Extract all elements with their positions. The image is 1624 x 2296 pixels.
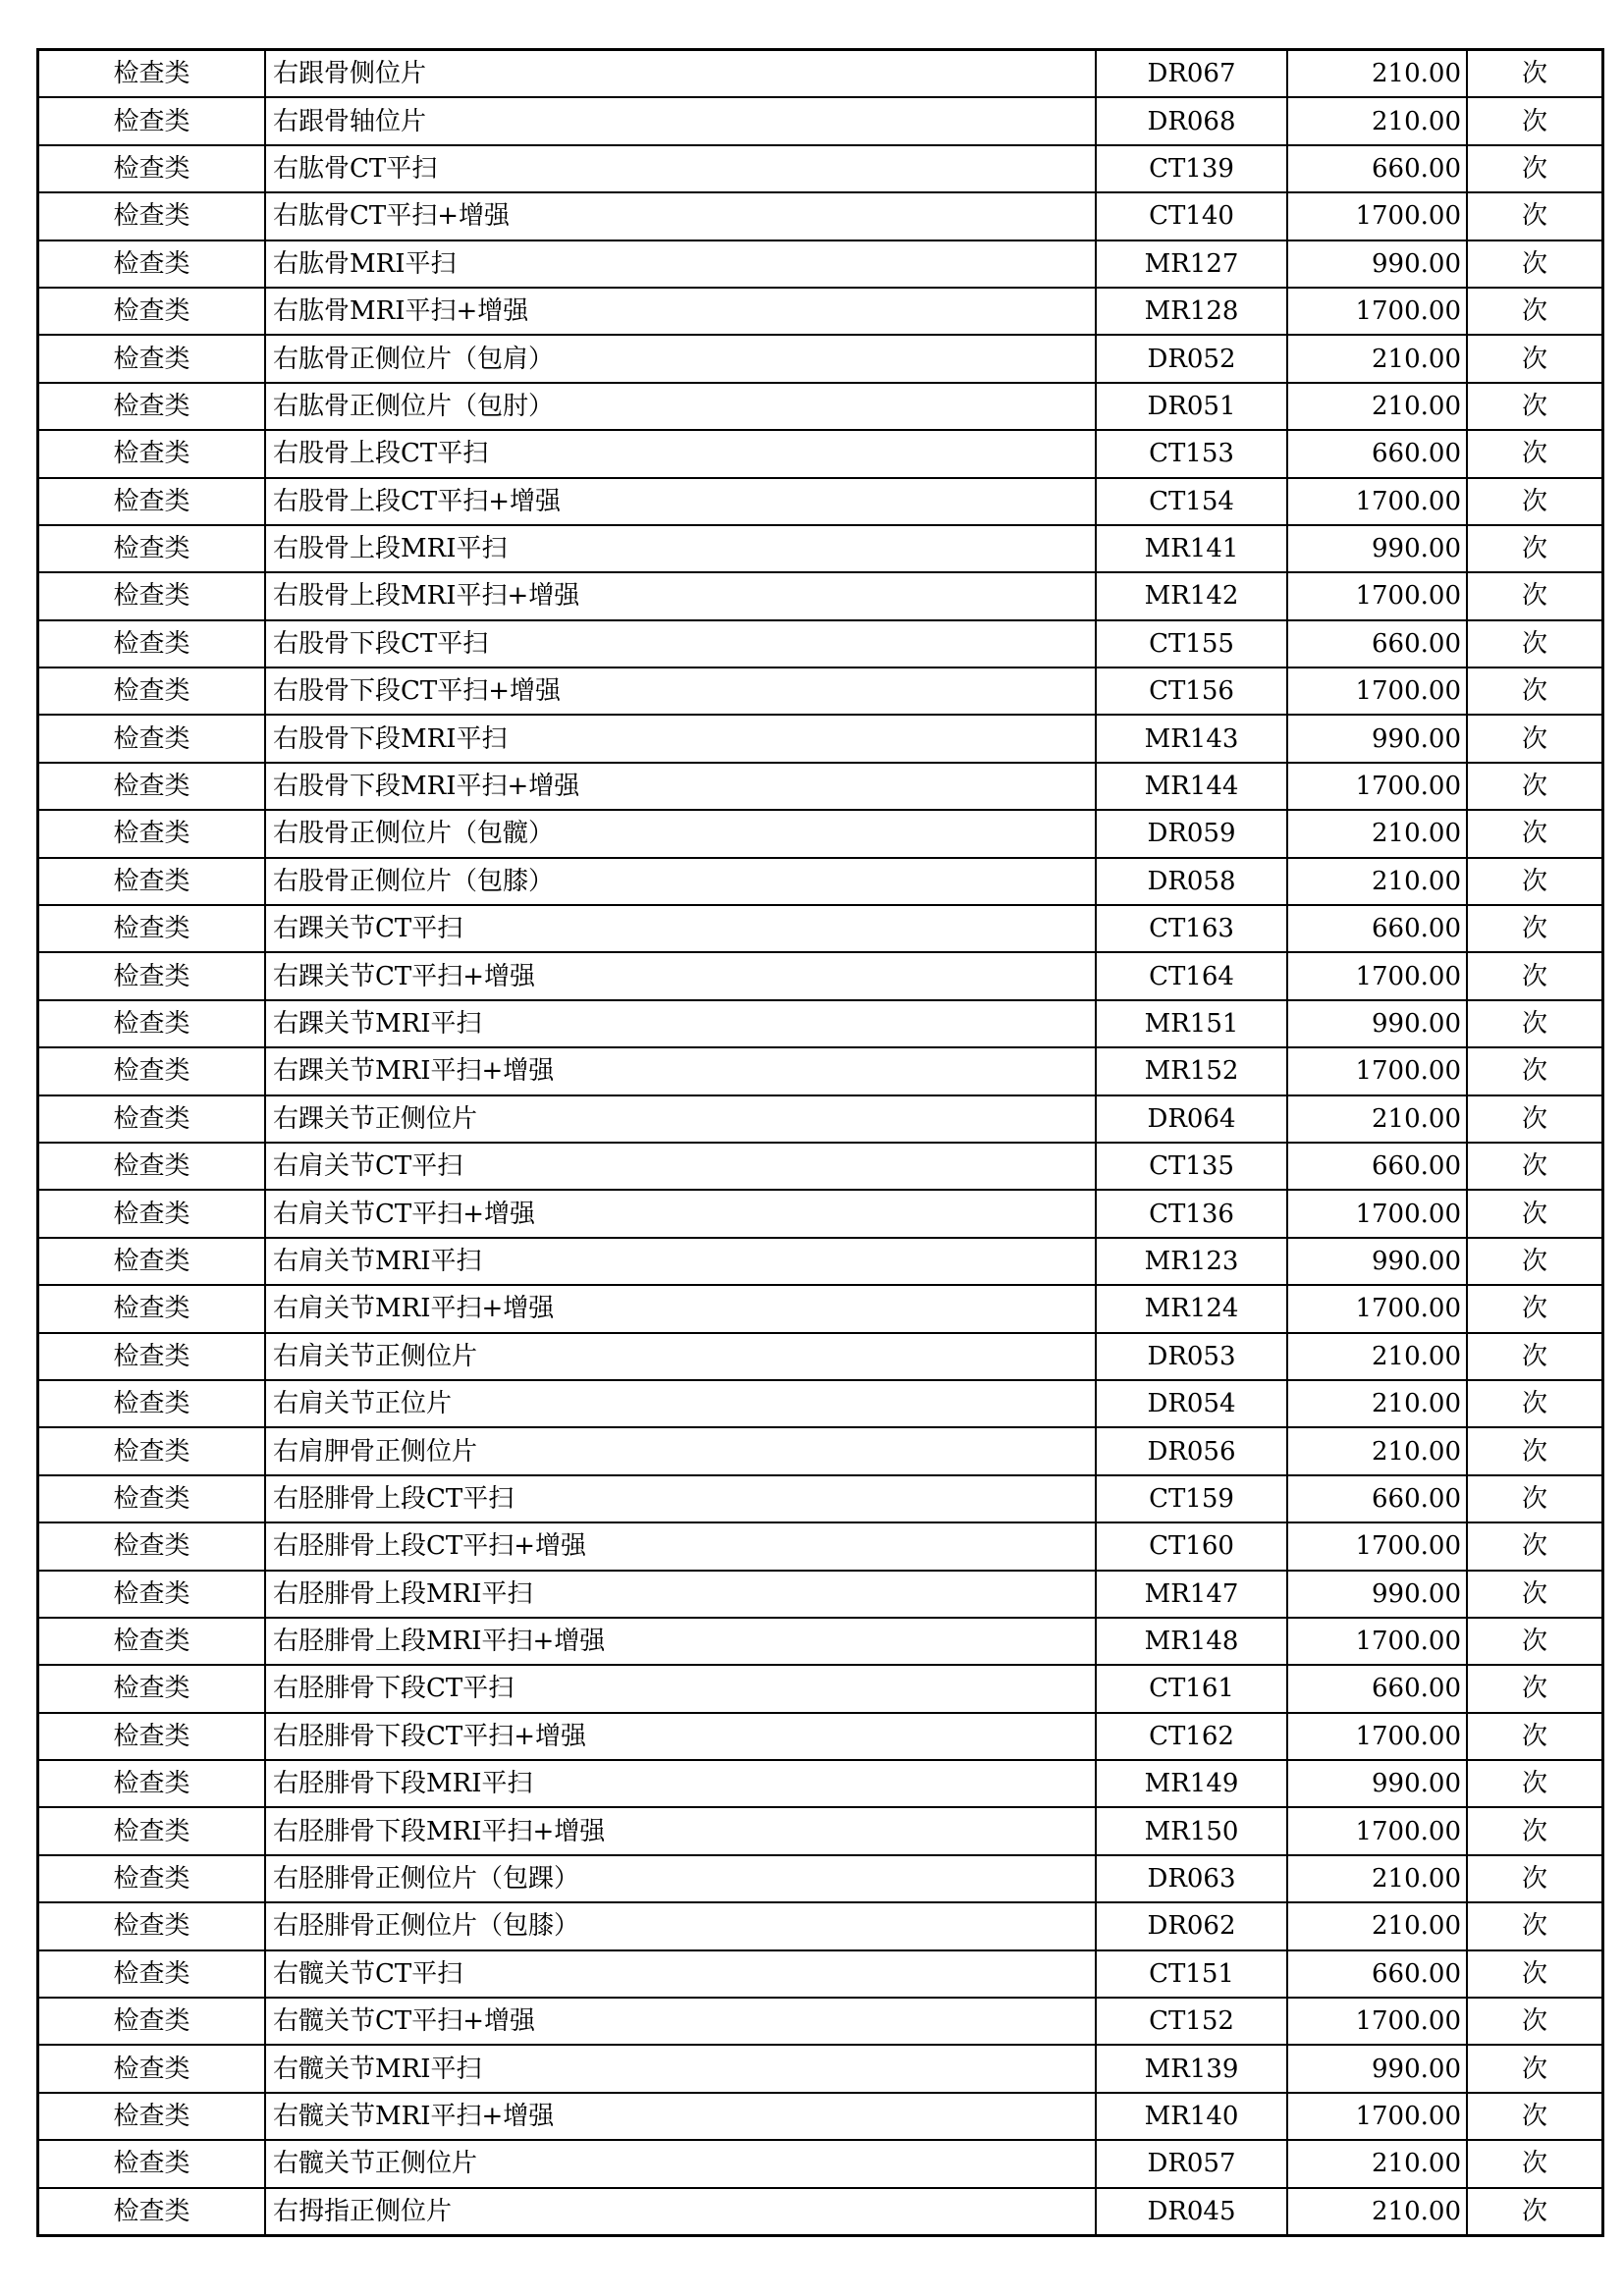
category-cell: 检查类 xyxy=(38,905,266,952)
item-code-cell: DR058 xyxy=(1096,858,1287,905)
item-code-cell: CT155 xyxy=(1096,620,1287,667)
unit-cell: 次 xyxy=(1467,1190,1603,1237)
price-cell: 990.00 xyxy=(1287,1000,1467,1047)
category-cell: 检查类 xyxy=(38,1047,266,1095)
item-name-cell: 右股骨上段MRI平扫 xyxy=(265,525,1096,572)
category-cell: 检查类 xyxy=(38,1285,266,1332)
category-cell: 检查类 xyxy=(38,1665,266,1712)
price-cell: 210.00 xyxy=(1287,97,1467,144)
item-name-cell: 右肩关节MRI平扫 xyxy=(265,1238,1096,1285)
price-cell: 1700.00 xyxy=(1287,1285,1467,1332)
table-row xyxy=(38,1855,1603,1902)
table-row xyxy=(38,430,1603,477)
item-code-cell: DR054 xyxy=(1096,1380,1287,1427)
unit-cell: 次 xyxy=(1467,1143,1603,1190)
item-code-cell: CT161 xyxy=(1096,1665,1287,1712)
item-code-cell: CT160 xyxy=(1096,1522,1287,1570)
table-row xyxy=(38,288,1603,335)
category-cell: 检查类 xyxy=(38,1190,266,1237)
price-cell: 990.00 xyxy=(1287,240,1467,288)
unit-cell: 次 xyxy=(1467,478,1603,525)
item-code-cell: MR124 xyxy=(1096,1285,1287,1332)
price-cell: 990.00 xyxy=(1287,1571,1467,1618)
item-code-cell: MR123 xyxy=(1096,1238,1287,1285)
table-row xyxy=(38,1807,1603,1854)
table-row xyxy=(38,2188,1603,2236)
category-cell: 检查类 xyxy=(38,952,266,999)
table-row xyxy=(38,763,1603,810)
category-cell: 检查类 xyxy=(38,288,266,335)
table-row xyxy=(38,1902,1603,1949)
item-name-cell: 右踝关节MRI平扫 xyxy=(265,1000,1096,1047)
table-row xyxy=(38,97,1603,144)
category-cell: 检查类 xyxy=(38,1855,266,1902)
item-code-cell: CT159 xyxy=(1096,1475,1287,1522)
table-row xyxy=(38,667,1603,715)
table-row xyxy=(38,1333,1603,1380)
table-row xyxy=(38,952,1603,999)
item-name-cell: 右拇指正侧位片 xyxy=(265,2188,1096,2236)
item-name-cell: 右髋关节CT平扫+增强 xyxy=(265,1998,1096,2045)
item-code-cell: DR067 xyxy=(1096,50,1287,98)
price-cell: 990.00 xyxy=(1287,1760,1467,1807)
price-cell: 210.00 xyxy=(1287,2140,1467,2187)
price-cell: 660.00 xyxy=(1287,620,1467,667)
item-name-cell: 右胫腓骨上段MRI平扫+增强 xyxy=(265,1618,1096,1665)
item-name-cell: 右踝关节CT平扫+增强 xyxy=(265,952,1096,999)
item-code-cell: DR057 xyxy=(1096,2140,1287,2187)
table-row xyxy=(38,2093,1603,2140)
unit-cell: 次 xyxy=(1467,905,1603,952)
item-name-cell: 右肱骨正侧位片（包肘） xyxy=(265,383,1096,430)
unit-cell: 次 xyxy=(1467,1522,1603,1570)
category-cell: 检查类 xyxy=(38,1950,266,1998)
item-code-cell: DR062 xyxy=(1096,1902,1287,1949)
item-name-cell: 右胫腓骨正侧位片（包踝） xyxy=(265,1855,1096,1902)
table-row xyxy=(38,1475,1603,1522)
item-code-cell: DR059 xyxy=(1096,810,1287,857)
item-name-cell: 右肩关节正位片 xyxy=(265,1380,1096,1427)
unit-cell: 次 xyxy=(1467,1571,1603,1618)
unit-cell: 次 xyxy=(1467,715,1603,762)
item-name-cell: 右胫腓骨下段CT平扫+增强 xyxy=(265,1713,1096,1760)
unit-cell: 次 xyxy=(1467,763,1603,810)
price-cell: 1700.00 xyxy=(1287,192,1467,240)
category-cell: 检查类 xyxy=(38,1760,266,1807)
item-code-cell: MR148 xyxy=(1096,1618,1287,1665)
item-code-cell: CT153 xyxy=(1096,430,1287,477)
item-code-cell: MR141 xyxy=(1096,525,1287,572)
category-cell: 检查类 xyxy=(38,1807,266,1854)
table-row xyxy=(38,1190,1603,1237)
category-cell: 检查类 xyxy=(38,335,266,382)
price-cell: 210.00 xyxy=(1287,383,1467,430)
unit-cell: 次 xyxy=(1467,145,1603,192)
fee-table-body xyxy=(38,50,1603,2236)
item-code-cell: CT139 xyxy=(1096,145,1287,192)
unit-cell: 次 xyxy=(1467,1333,1603,1380)
item-code-cell: DR045 xyxy=(1096,2188,1287,2236)
price-cell: 210.00 xyxy=(1287,335,1467,382)
price-cell: 990.00 xyxy=(1287,1238,1467,1285)
category-cell: 检查类 xyxy=(38,1427,266,1474)
unit-cell: 次 xyxy=(1467,2093,1603,2140)
table-row xyxy=(38,2140,1603,2187)
item-code-cell: CT140 xyxy=(1096,192,1287,240)
item-name-cell: 右肩关节正侧位片 xyxy=(265,1333,1096,1380)
category-cell: 检查类 xyxy=(38,1143,266,1190)
item-code-cell: MR147 xyxy=(1096,1571,1287,1618)
price-cell: 210.00 xyxy=(1287,1333,1467,1380)
item-code-cell: CT154 xyxy=(1096,478,1287,525)
category-cell: 检查类 xyxy=(38,1238,266,1285)
unit-cell: 次 xyxy=(1467,2188,1603,2236)
table-row xyxy=(38,1760,1603,1807)
table-row xyxy=(38,1047,1603,1095)
item-name-cell: 右踝关节CT平扫 xyxy=(265,905,1096,952)
price-cell: 990.00 xyxy=(1287,525,1467,572)
item-code-cell: MR128 xyxy=(1096,288,1287,335)
price-cell: 1700.00 xyxy=(1287,2093,1467,2140)
item-name-cell: 右髋关节MRI平扫 xyxy=(265,2045,1096,2092)
item-name-cell: 右肱骨MRI平扫+增强 xyxy=(265,288,1096,335)
category-cell: 检查类 xyxy=(38,1618,266,1665)
item-code-cell: DR063 xyxy=(1096,1855,1287,1902)
item-name-cell: 右肩胛骨正侧位片 xyxy=(265,1427,1096,1474)
item-name-cell: 右股骨上段CT平扫 xyxy=(265,430,1096,477)
category-cell: 检查类 xyxy=(38,2140,266,2187)
item-code-cell: DR068 xyxy=(1096,97,1287,144)
item-code-cell: CT135 xyxy=(1096,1143,1287,1190)
category-cell: 检查类 xyxy=(38,1522,266,1570)
unit-cell: 次 xyxy=(1467,572,1603,619)
category-cell: 检查类 xyxy=(38,50,266,98)
unit-cell: 次 xyxy=(1467,1285,1603,1332)
table-row xyxy=(38,905,1603,952)
item-code-cell: DR064 xyxy=(1096,1095,1287,1143)
category-cell: 检查类 xyxy=(38,192,266,240)
item-name-cell: 右肱骨CT平扫 xyxy=(265,145,1096,192)
category-cell: 检查类 xyxy=(38,715,266,762)
category-cell: 检查类 xyxy=(38,858,266,905)
item-name-cell: 右肩关节MRI平扫+增强 xyxy=(265,1285,1096,1332)
table-row xyxy=(38,525,1603,572)
table-row xyxy=(38,335,1603,382)
unit-cell: 次 xyxy=(1467,1000,1603,1047)
category-cell: 检查类 xyxy=(38,1713,266,1760)
unit-cell: 次 xyxy=(1467,97,1603,144)
table-row xyxy=(38,192,1603,240)
table-row xyxy=(38,145,1603,192)
price-cell: 1700.00 xyxy=(1287,288,1467,335)
price-cell: 210.00 xyxy=(1287,1902,1467,1949)
table-row xyxy=(38,1000,1603,1047)
item-code-cell: CT164 xyxy=(1096,952,1287,999)
unit-cell: 次 xyxy=(1467,50,1603,98)
unit-cell: 次 xyxy=(1467,2140,1603,2187)
item-name-cell: 右股骨下段MRI平扫+增强 xyxy=(265,763,1096,810)
item-code-cell: CT136 xyxy=(1096,1190,1287,1237)
price-cell: 210.00 xyxy=(1287,1427,1467,1474)
item-code-cell: DR056 xyxy=(1096,1427,1287,1474)
unit-cell: 次 xyxy=(1467,335,1603,382)
price-cell: 1700.00 xyxy=(1287,1522,1467,1570)
unit-cell: 次 xyxy=(1467,810,1603,857)
item-code-cell: CT156 xyxy=(1096,667,1287,715)
price-cell: 1700.00 xyxy=(1287,1713,1467,1760)
price-cell: 210.00 xyxy=(1287,2188,1467,2236)
table-row xyxy=(38,1571,1603,1618)
table-row xyxy=(38,1950,1603,1998)
table-row xyxy=(38,1522,1603,1570)
item-code-cell: MR151 xyxy=(1096,1000,1287,1047)
item-name-cell: 右胫腓骨上段MRI平扫 xyxy=(265,1571,1096,1618)
category-cell: 检查类 xyxy=(38,383,266,430)
category-cell: 检查类 xyxy=(38,525,266,572)
unit-cell: 次 xyxy=(1467,525,1603,572)
table-row xyxy=(38,810,1603,857)
unit-cell: 次 xyxy=(1467,1902,1603,1949)
unit-cell: 次 xyxy=(1467,192,1603,240)
item-code-cell: CT151 xyxy=(1096,1950,1287,1998)
table-row xyxy=(38,240,1603,288)
item-name-cell: 右股骨上段MRI平扫+增强 xyxy=(265,572,1096,619)
item-name-cell: 右踝关节正侧位片 xyxy=(265,1095,1096,1143)
table-row xyxy=(38,858,1603,905)
item-code-cell: MR139 xyxy=(1096,2045,1287,2092)
table-row xyxy=(38,478,1603,525)
item-name-cell: 右肱骨正侧位片（包肩） xyxy=(265,335,1096,382)
price-cell: 1700.00 xyxy=(1287,763,1467,810)
category-cell: 检查类 xyxy=(38,1475,266,1522)
item-code-cell: DR051 xyxy=(1096,383,1287,430)
table-row xyxy=(38,1380,1603,1427)
price-cell: 1700.00 xyxy=(1287,952,1467,999)
unit-cell: 次 xyxy=(1467,1665,1603,1712)
category-cell: 检查类 xyxy=(38,1380,266,1427)
price-cell: 1700.00 xyxy=(1287,572,1467,619)
item-name-cell: 右胫腓骨下段MRI平扫 xyxy=(265,1760,1096,1807)
price-cell: 210.00 xyxy=(1287,1380,1467,1427)
table-row xyxy=(38,1665,1603,1712)
item-code-cell: MR144 xyxy=(1096,763,1287,810)
item-name-cell: 右髋关节正侧位片 xyxy=(265,2140,1096,2187)
item-code-cell: DR052 xyxy=(1096,335,1287,382)
item-name-cell: 右股骨正侧位片（包髋） xyxy=(265,810,1096,857)
item-name-cell: 右股骨下段CT平扫 xyxy=(265,620,1096,667)
item-name-cell: 右肩关节CT平扫+增强 xyxy=(265,1190,1096,1237)
category-cell: 检查类 xyxy=(38,810,266,857)
unit-cell: 次 xyxy=(1467,288,1603,335)
price-cell: 660.00 xyxy=(1287,145,1467,192)
table-row xyxy=(38,1238,1603,1285)
category-cell: 检查类 xyxy=(38,667,266,715)
unit-cell: 次 xyxy=(1467,1380,1603,1427)
unit-cell: 次 xyxy=(1467,2045,1603,2092)
unit-cell: 次 xyxy=(1467,240,1603,288)
item-code-cell: MR152 xyxy=(1096,1047,1287,1095)
category-cell: 检查类 xyxy=(38,763,266,810)
unit-cell: 次 xyxy=(1467,1855,1603,1902)
unit-cell: 次 xyxy=(1467,383,1603,430)
item-name-cell: 右股骨正侧位片（包膝） xyxy=(265,858,1096,905)
item-name-cell: 右股骨下段MRI平扫 xyxy=(265,715,1096,762)
category-cell: 检查类 xyxy=(38,1998,266,2045)
category-cell: 检查类 xyxy=(38,1571,266,1618)
price-cell: 660.00 xyxy=(1287,905,1467,952)
unit-cell: 次 xyxy=(1467,1760,1603,1807)
unit-cell: 次 xyxy=(1467,1998,1603,2045)
price-cell: 990.00 xyxy=(1287,2045,1467,2092)
category-cell: 检查类 xyxy=(38,2093,266,2140)
unit-cell: 次 xyxy=(1467,1238,1603,1285)
item-name-cell: 右股骨上段CT平扫+增强 xyxy=(265,478,1096,525)
table-row xyxy=(38,1618,1603,1665)
table-row xyxy=(38,1713,1603,1760)
unit-cell: 次 xyxy=(1467,620,1603,667)
item-name-cell: 右跟骨轴位片 xyxy=(265,97,1096,144)
table-row xyxy=(38,715,1603,762)
unit-cell: 次 xyxy=(1467,430,1603,477)
category-cell: 检查类 xyxy=(38,145,266,192)
item-name-cell: 右肱骨CT平扫+增强 xyxy=(265,192,1096,240)
unit-cell: 次 xyxy=(1467,1713,1603,1760)
category-cell: 检查类 xyxy=(38,1333,266,1380)
category-cell: 检查类 xyxy=(38,2045,266,2092)
unit-cell: 次 xyxy=(1467,1095,1603,1143)
table-row xyxy=(38,1095,1603,1143)
item-name-cell: 右胫腓骨下段CT平扫 xyxy=(265,1665,1096,1712)
unit-cell: 次 xyxy=(1467,858,1603,905)
price-cell: 990.00 xyxy=(1287,715,1467,762)
item-name-cell: 右胫腓骨下段MRI平扫+增强 xyxy=(265,1807,1096,1854)
item-code-cell: MR142 xyxy=(1096,572,1287,619)
item-name-cell: 右股骨下段CT平扫+增强 xyxy=(265,667,1096,715)
item-code-cell: MR127 xyxy=(1096,240,1287,288)
item-name-cell: 右肩关节CT平扫 xyxy=(265,1143,1096,1190)
category-cell: 检查类 xyxy=(38,572,266,619)
item-name-cell: 右肱骨MRI平扫 xyxy=(265,240,1096,288)
price-cell: 1700.00 xyxy=(1287,478,1467,525)
table-row xyxy=(38,50,1603,98)
unit-cell: 次 xyxy=(1467,667,1603,715)
price-cell: 210.00 xyxy=(1287,810,1467,857)
unit-cell: 次 xyxy=(1467,1807,1603,1854)
category-cell: 检查类 xyxy=(38,2188,266,2236)
unit-cell: 次 xyxy=(1467,1427,1603,1474)
unit-cell: 次 xyxy=(1467,1950,1603,1998)
table-row xyxy=(38,1143,1603,1190)
fee-schedule-table xyxy=(36,48,1604,2237)
price-cell: 1700.00 xyxy=(1287,1190,1467,1237)
category-cell: 检查类 xyxy=(38,478,266,525)
table-row xyxy=(38,572,1603,619)
price-cell: 1700.00 xyxy=(1287,667,1467,715)
price-cell: 1700.00 xyxy=(1287,1047,1467,1095)
item-code-cell: MR140 xyxy=(1096,2093,1287,2140)
category-cell: 检查类 xyxy=(38,1095,266,1143)
price-cell: 210.00 xyxy=(1287,50,1467,98)
price-cell: 210.00 xyxy=(1287,858,1467,905)
item-code-cell: DR053 xyxy=(1096,1333,1287,1380)
item-code-cell: MR149 xyxy=(1096,1760,1287,1807)
item-name-cell: 右胫腓骨正侧位片（包膝） xyxy=(265,1902,1096,1949)
table-row xyxy=(38,1998,1603,2045)
price-cell: 210.00 xyxy=(1287,1855,1467,1902)
price-cell: 1700.00 xyxy=(1287,1998,1467,2045)
item-name-cell: 右髋关节MRI平扫+增强 xyxy=(265,2093,1096,2140)
item-code-cell: CT152 xyxy=(1096,1998,1287,2045)
table-row xyxy=(38,1427,1603,1474)
item-code-cell: CT162 xyxy=(1096,1713,1287,1760)
table-row xyxy=(38,1285,1603,1332)
price-cell: 660.00 xyxy=(1287,430,1467,477)
price-cell: 660.00 xyxy=(1287,1950,1467,1998)
price-cell: 1700.00 xyxy=(1287,1618,1467,1665)
price-cell: 660.00 xyxy=(1287,1143,1467,1190)
table-row xyxy=(38,2045,1603,2092)
category-cell: 检查类 xyxy=(38,240,266,288)
category-cell: 检查类 xyxy=(38,430,266,477)
unit-cell: 次 xyxy=(1467,1618,1603,1665)
price-cell: 1700.00 xyxy=(1287,1807,1467,1854)
price-cell: 210.00 xyxy=(1287,1095,1467,1143)
category-cell: 检查类 xyxy=(38,97,266,144)
unit-cell: 次 xyxy=(1467,1047,1603,1095)
item-name-cell: 右踝关节MRI平扫+增强 xyxy=(265,1047,1096,1095)
item-name-cell: 右跟骨侧位片 xyxy=(265,50,1096,98)
item-name-cell: 右胫腓骨上段CT平扫 xyxy=(265,1475,1096,1522)
category-cell: 检查类 xyxy=(38,1902,266,1949)
table-row xyxy=(38,620,1603,667)
item-code-cell: MR143 xyxy=(1096,715,1287,762)
item-name-cell: 右胫腓骨上段CT平扫+增强 xyxy=(265,1522,1096,1570)
item-code-cell: MR150 xyxy=(1096,1807,1287,1854)
item-code-cell: CT163 xyxy=(1096,905,1287,952)
price-cell: 660.00 xyxy=(1287,1665,1467,1712)
unit-cell: 次 xyxy=(1467,952,1603,999)
price-cell: 660.00 xyxy=(1287,1475,1467,1522)
category-cell: 检查类 xyxy=(38,1000,266,1047)
category-cell: 检查类 xyxy=(38,620,266,667)
item-name-cell: 右髋关节CT平扫 xyxy=(265,1950,1096,1998)
table-row xyxy=(38,383,1603,430)
unit-cell: 次 xyxy=(1467,1475,1603,1522)
